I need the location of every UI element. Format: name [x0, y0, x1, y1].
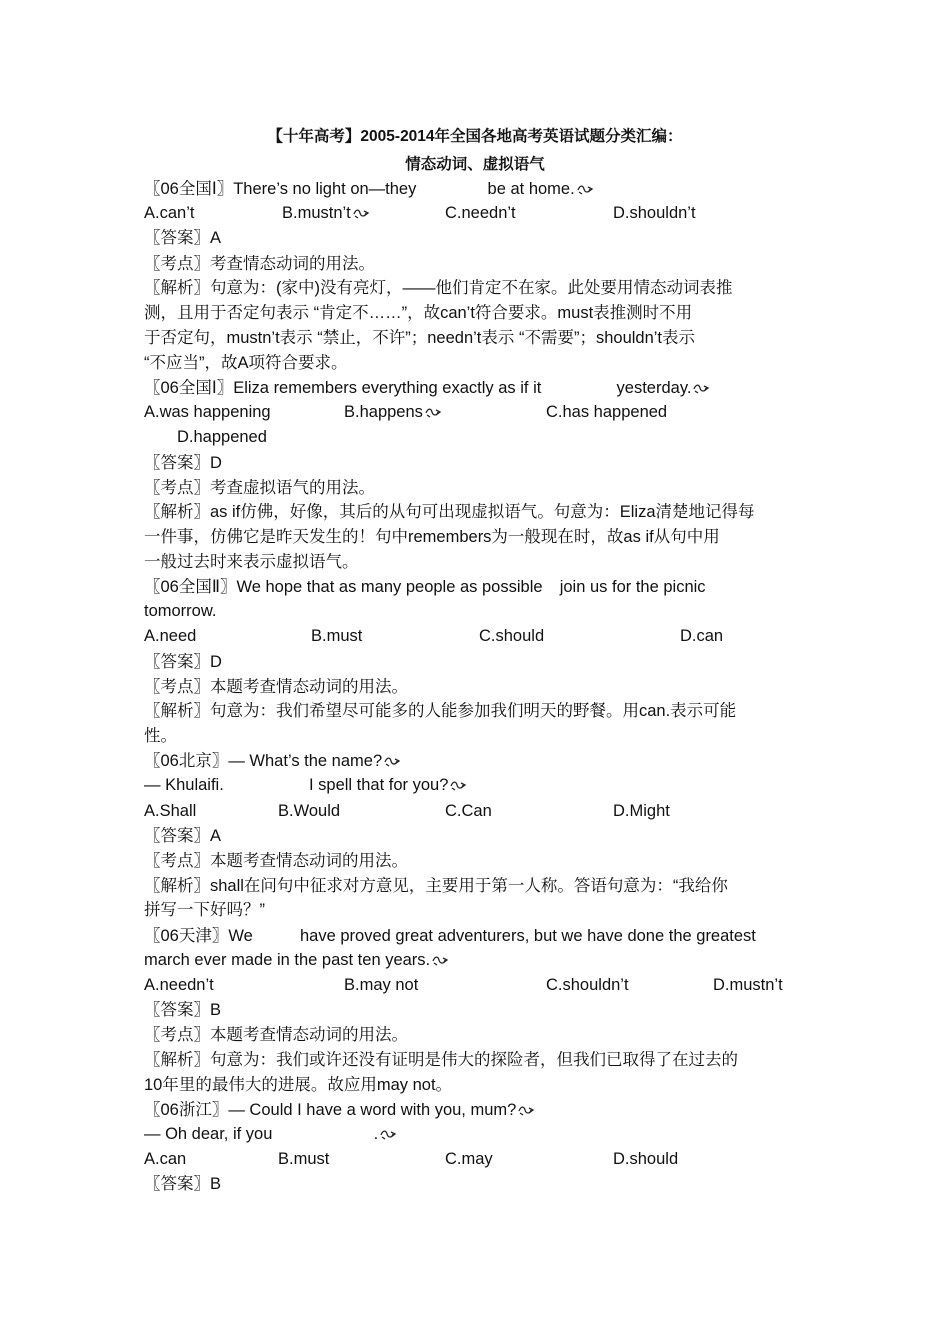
question-stem-continued: tomorrow. [144, 602, 217, 620]
analysis-line: 〖解析〗句意为：(家中)没有亮灯，——他们肯定不在家。此处要用情态动词表推 [144, 279, 733, 297]
analysis-line: 于否定句，mustn’t表示 “禁止，不许”；needn’t表示 “不需要”；shouldn’t表示 [144, 329, 696, 347]
question-stem-continued: — Oh dear, if you . [144, 1122, 398, 1146]
option-b: B.must [311, 627, 363, 645]
carriage-mark-icon [380, 1129, 398, 1140]
answer-line: 〖答案〗A [144, 827, 222, 845]
option-a: A.Shall [144, 802, 197, 820]
option-c: C.needn’t [445, 204, 516, 222]
question-stem: 〖06浙江〗— Could I have a word with you, mum? [144, 1098, 536, 1122]
option-c: C.shouldn’t [546, 976, 629, 994]
answer-line: 〖答案〗D [144, 653, 222, 671]
point-line: 〖考点〗本题考查情态动词的用法。 [144, 1026, 408, 1044]
analysis-line: 拼写一下好吗？” [144, 901, 265, 919]
carriage-mark-icon [518, 1105, 536, 1116]
question-stem-continued: — Khulaifi. I spell that for you? [144, 773, 468, 797]
carriage-mark-icon [693, 383, 711, 394]
answer-line: 〖答案〗B [144, 1175, 222, 1193]
option-c: C.Can [445, 802, 492, 820]
option-b: B.mustn’t [282, 201, 371, 225]
document-title: 【十年高考】2005-2014年全国各地高考英语试题分类汇编： [267, 128, 683, 145]
option-d: D.should [613, 1150, 679, 1168]
analysis-line: 一件事，仿佛它是昨天发生的！句中remembers为一般现在时，故as if从句中用 [144, 528, 720, 546]
option-d: D.happened [177, 428, 267, 446]
carriage-mark-icon [353, 208, 371, 219]
analysis-line: 测，且用于否定句表示 “肯定不……”，故can’t符合要求。must表推测时不用 [144, 304, 693, 322]
carriage-mark-icon [577, 184, 595, 195]
analysis-line: 〖解析〗shall在问句中征求对方意见，主要用于第一人称。答语句意为：“我给你 [144, 877, 728, 895]
option-a: A.was happening [144, 403, 271, 421]
question-stem: 〖06天津〗We have proved great adventurers, but we have done the greatest [144, 927, 756, 945]
option-c: C.should [479, 627, 545, 645]
analysis-line: 〖解析〗句意为：我们希望尽可能多的人能参加我们明天的野餐。用can.表示可能 [144, 702, 737, 720]
point-line: 〖考点〗本题考查情态动词的用法。 [144, 678, 408, 696]
option-b: B.happens [344, 400, 443, 424]
answer-line: 〖答案〗D [144, 454, 222, 472]
carriage-mark-icon [432, 955, 450, 966]
question-stem: 〖06北京〗— What’s the name? [144, 749, 402, 773]
option-b: B.may not [344, 976, 419, 994]
question-stem: 〖06全国Ⅱ〗We hope that as many people as possible join us for the picnic [144, 578, 706, 596]
option-d: D.shouldn’t [613, 204, 696, 222]
option-d: D.can [680, 627, 724, 645]
analysis-line: “不应当”，故A项符合要求。 [144, 354, 348, 372]
option-d: D.Might [613, 802, 670, 820]
answer-line: 〖答案〗B [144, 1001, 222, 1019]
option-c: C.may [445, 1150, 493, 1168]
analysis-line: 一般过去时来表示虚拟语气。 [144, 553, 359, 571]
answer-line: 〖答案〗A [144, 229, 222, 247]
option-b: B.must [278, 1150, 330, 1168]
analysis-line: 10年里的最伟大的进展。故应用may not。 [144, 1076, 453, 1094]
option-c: C.has happened [546, 403, 668, 421]
option-b: B.Would [278, 802, 341, 820]
carriage-mark-icon [450, 780, 468, 791]
carriage-mark-icon [384, 756, 402, 767]
analysis-line: 〖解析〗as if仿佛，好像，其后的从句可出现虚拟语气。句意为：Eliza清楚地记得每 [144, 503, 755, 521]
question-stem-continued: march ever made in the past ten years. [144, 948, 450, 972]
question-stem: 〖06全国Ⅰ〗There’s no light on—they be at home. [144, 177, 595, 201]
analysis-line: 〖解析〗句意为：我们或许还没有证明是伟大的探险者，但我们已取得了在过去的 [144, 1051, 738, 1069]
option-d: D.mustn’t [713, 976, 783, 994]
document-subtitle: 情态动词、虚拟语气 [405, 156, 545, 173]
point-line: 〖考点〗本题考查情态动词的用法。 [144, 852, 408, 870]
option-a: A.need [144, 627, 197, 645]
question-stem: 〖06全国Ⅰ〗Eliza remembers everything exactly as if it yesterday. [144, 376, 711, 400]
option-a: A.needn’t [144, 976, 214, 994]
option-a: A.can’t [144, 204, 195, 222]
carriage-mark-icon [425, 407, 443, 418]
point-line: 〖考点〗考查虚拟语气的用法。 [144, 479, 375, 497]
option-a: A.can [144, 1150, 187, 1168]
analysis-line: 性。 [144, 727, 177, 745]
point-line: 〖考点〗考查情态动词的用法。 [144, 255, 375, 273]
